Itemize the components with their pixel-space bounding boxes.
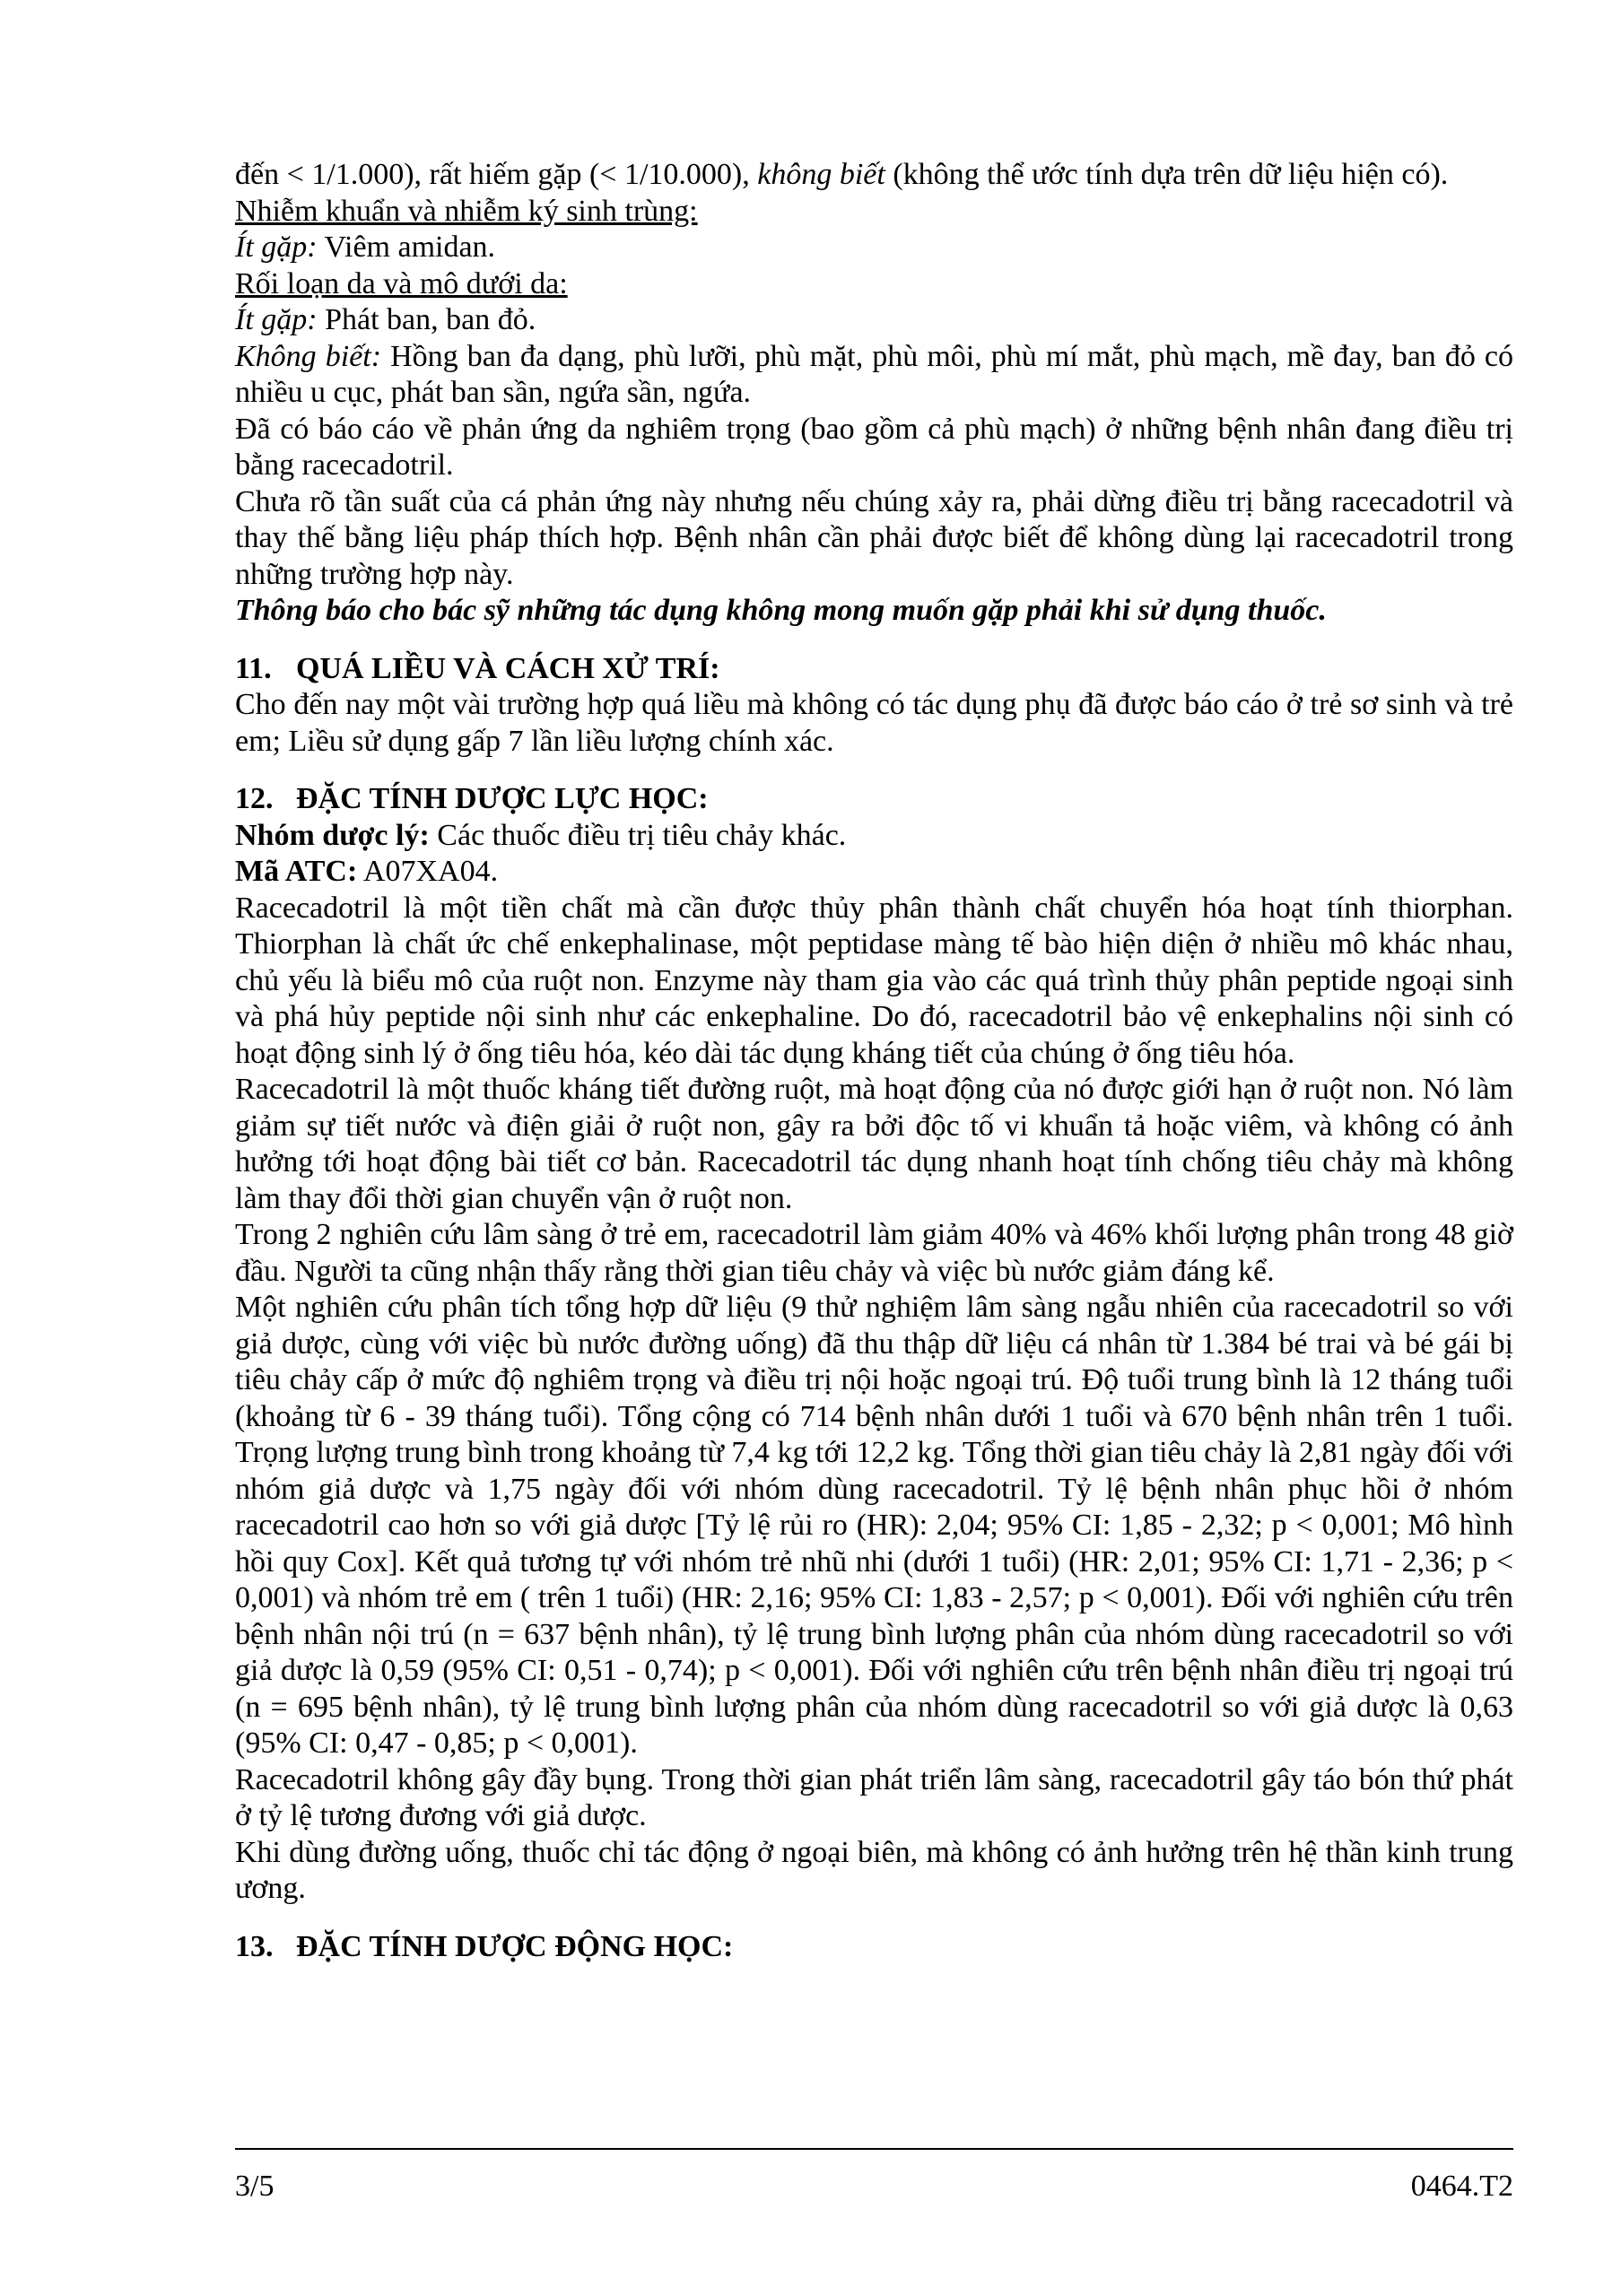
group-text: Các thuốc điều trị tiêu chảy khác. bbox=[429, 818, 847, 852]
frequency-text: Hồng ban đa dạng, phù lưỡi, phù mặt, phù môi, phù mí mắt, phù mạch, mề đay, ban đỏ có nhiều u cục, phát ban sần, ngứa sần, ngứa. bbox=[235, 339, 1514, 409]
frequency-label: Ít gặp: bbox=[235, 230, 318, 264]
section-number: 11. bbox=[235, 651, 272, 685]
infections-heading-line bbox=[235, 194, 1513, 230]
section-12-heading bbox=[235, 781, 1513, 818]
skin-heading: Rối loạn da và mô dưới da: bbox=[235, 266, 568, 300]
document-page bbox=[235, 157, 1513, 1965]
section-title: QUÁ LIỀU VÀ CÁCH XỬ TRÍ: bbox=[296, 651, 720, 685]
frequency-label: Không biết: bbox=[235, 339, 382, 373]
atc-label: Mã ATC: bbox=[235, 855, 358, 888]
atc-code bbox=[235, 854, 1513, 891]
skin-paragraph-2: Chưa rõ tần suất của cá phản ứng này nhưng nếu chúng xảy ra, phải dừng điều trị bằng racecadotril và thay thế bằng liệu pháp thích hợp. Bệnh nhân cần phải được biết để không dùng lại racecadotril trong những trường hợp này. bbox=[235, 484, 1513, 591]
skin-heading-line bbox=[235, 266, 1513, 303]
notice-text: Thông báo cho bác sỹ những tác dụng không mong muốn gặp phải khi sử dụng thuốc. bbox=[235, 594, 1327, 627]
section-12-paragraph-2: Racecadotril là một thuốc kháng tiết đường ruột, mà hoạt động của nó được giới hạn ở ruột non. Nó làm giảm sự tiết nước và điện giải ở ruột non, gây ra bởi độc tố vi khuẩn tả hoặc viêm, và không có ảnh hưởng tới hoạt động bài tiết cơ bản. Racecadotril tác dụng nhanh hoạt tính chống tiêu chảy mà không làm thay đổi thời gian chuyển vận ở ruột non. bbox=[235, 1073, 1513, 1215]
skin-paragraph-1: Đã có báo cáo về phản ứng da nghiêm trọng (bao gồm cả phù mạch) ở những bệnh nhân đang điều trị bằng racecadotril. bbox=[235, 412, 1513, 482]
skin-uncommon bbox=[235, 302, 1513, 339]
skin-unknown bbox=[235, 339, 1513, 412]
section-number: 13. bbox=[235, 1929, 274, 1963]
document-code: 0464.T2 bbox=[1410, 2170, 1513, 2203]
section-12-paragraph-4: Một nghiên cứu phân tích tổng hợp dữ liệu (9 thử nghiệm lâm sàng ngẫu nhiên của racecadotril so với giả dược, cùng với việc bù nước đường uống) đã thu thập dữ liệu cá nhân từ 1.384 bé trai và bé gái bị tiêu chảy cấp ở mức độ nghiêm trọng và điều trị nội hoặc ngoại trú. Độ tuổi trung bình là 12 tháng tuổi (khoảng từ 6 - 39 tháng tuổi). Tổng cộng có 714 bệnh nhân dưới 1 tuổi và 670 bệnh nhân trên 1 tuổi. Trọng lượng trung bình trong khoảng từ 7,4 kg tới 12,2 kg. Tổng thời gian tiêu chảy là 2,81 ngày đối với nhóm giả dược và 1,75 ngày đối với nhóm dùng racecadotril. Tỷ lệ bệnh nhân phục hồi ở nhóm racecadotril cao hơn so với giả dược [Tỷ lệ rủi ro (HR): 2,04; 95% CI: 1,85 - 2,32; p < 0,001; Mô hình hồi quy Cox]. Kết quả tương tự với nhóm trẻ nhũ nhi (dưới 1 tuổi) (HR: 2,01; 95% CI: 1,71 - 2,36; p < 0,001) và nhóm trẻ em ( trên 1 tuổi) (HR: 2,16; 95% CI: 1,83 - 2,57; p < 0,001). Đối với nghiên cứu trên bệnh nhân nội trú (n = 637 bệnh nhân), tỷ lệ trung bình lượng phân của nhóm dùng racecadotril so với giả dược là 0,59 (95% CI: 0,51 - 0,74); p < 0,001). Đối với nghiên cứu trên bệnh nhân điều trị ngoại trú (n = 695 bệnh nhân), tỷ lệ trung bình lượng phân của nhóm dùng racecadotril so với giả dược là 0,63 (95% CI: 0,47 - 0,85; p < 0,001). bbox=[235, 1291, 1513, 1760]
intro-text-end: (không thể ước tính dựa trên dữ liệu hiện có). bbox=[885, 158, 1449, 191]
section-12-paragraph-6: Khi dùng đường uống, thuốc chỉ tác động ở ngoại biên, mà không có ảnh hưởng trên hệ thần kinh trung ương. bbox=[235, 1835, 1513, 1905]
footer-divider bbox=[235, 2148, 1513, 2150]
frequency-text: Phát ban, ban đỏ. bbox=[317, 303, 536, 336]
intro-paragraph bbox=[235, 157, 1513, 194]
section-12-paragraph-3: Trong 2 nghiên cứu lâm sàng ở trẻ em, racecadotril làm giảm 40% và 46% khối lượng phân trong 48 giờ đầu. Người ta cũng nhận thấy rằng thời gian tiêu chảy và việc bù nước giảm đáng kể. bbox=[235, 1218, 1513, 1288]
section-12-paragraph-5: Racecadotril không gây đầy bụng. Trong thời gian phát triển lâm sàng, racecadotril gây táo bón thứ phát ở tỷ lệ tương đương với giả dược. bbox=[235, 1762, 1513, 1832]
section-11-heading bbox=[235, 651, 1513, 688]
frequency-label: Ít gặp: bbox=[235, 303, 318, 336]
infections-heading: Nhiễm khuẩn và nhiễm ký sinh trùng: bbox=[235, 194, 698, 228]
infections-uncommon bbox=[235, 230, 1513, 266]
atc-text: A07XA04. bbox=[357, 855, 499, 888]
frequency-text: Viêm amidan. bbox=[317, 230, 496, 264]
pharmacologic-group bbox=[235, 818, 1513, 855]
section-number: 12. bbox=[235, 782, 274, 815]
adverse-notice bbox=[235, 593, 1513, 630]
section-title: ĐẶC TÍNH DƯỢC LỰC HỌC: bbox=[296, 782, 709, 815]
group-label: Nhóm dược lý: bbox=[235, 818, 430, 852]
intro-italic: không biết bbox=[757, 158, 885, 191]
section-title: ĐẶC TÍNH DƯỢC ĐỘNG HỌC: bbox=[296, 1929, 734, 1963]
section-11-paragraph: Cho đến nay một vài trường hợp quá liều mà không có tác dụng phụ đã được báo cáo ở trẻ sơ sinh và trẻ em; Liều sử dụng gấp 7 lần liều lượng chính xác. bbox=[235, 688, 1513, 758]
page-number: 3/5 bbox=[235, 2170, 275, 2203]
section-12-paragraph-1: Racecadotril là một tiền chất mà cần được thủy phân thành chất chuyển hóa hoạt tính thiorphan. Thiorphan là chất ức chế enkephalinase, một peptidase màng tế bào hiện diện ở nhiều mô khác nhau, chủ yếu là biểu mô của ruột non. Enzyme này tham gia vào các quá trình thủy phân peptide ngoại sinh và phá hủy peptide nội sinh như các enkephaline. Do đó, racecadotril bảo vệ enkephalins nội sinh có hoạt động sinh lý ở ống tiêu hóa, kéo dài tác dụng kháng tiết của chúng ở ống tiêu hóa. bbox=[235, 891, 1513, 1070]
section-13-heading bbox=[235, 1929, 1513, 1966]
intro-text: đến < 1/1.000), rất hiếm gặp (< 1/10.000), bbox=[235, 158, 758, 191]
